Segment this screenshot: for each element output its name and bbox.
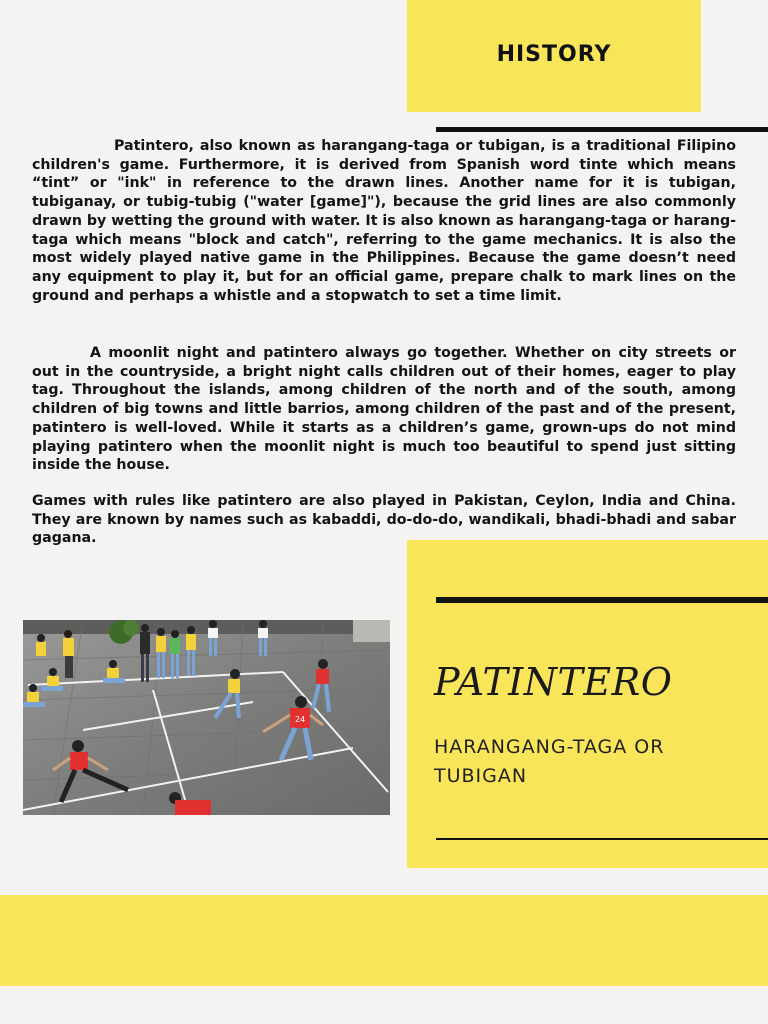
history-paragraph-2: A moonlit night and patintero always go together. Whether on city streets or out in the countryside, a bright night calls children out of their homes, eager to play tag. Throughout the islands, among children of the north and of the south, among children of big towns and little barrios, among children of the past and of the present, patintero is well-loved. While it starts as a children’s game, grown-ups do not mind playing patintero when the moonlit night is much too beautiful to spend just sitting inside the house.	[32, 345, 736, 474]
patintero-game-photo	[23, 620, 390, 815]
section-title: HISTORY	[496, 42, 612, 67]
feature-divider-top	[436, 597, 768, 603]
history-paragraph-3: Games with rules like patintero are also played in Pakistan, Ceylon, India and China. They are known by names such as kabaddi, do-do-do, wandikali, bhadi-bhadi and sabar gagana.	[32, 493, 736, 547]
feature-divider-bottom	[436, 838, 768, 840]
footer-band	[0, 895, 768, 986]
feature-panel	[407, 540, 768, 868]
divider-line	[436, 127, 768, 132]
history-paragraph-1: Patintero, also known as harangang-taga or tubigan, is a traditional Filipino children's game. Furthermore, it is derived from Spanish word tinte which means “tint” or "ink" in reference to the drawn lines. Another name for it is tubigan, tubiganay, or tubig-tubig ("water [game]"), because the grid lines are also commonly drawn by wetting the ground with water. It is also known as harangang-taga or harang-taga which means "block and catch", referring to the game mechanics. It is also the most widely played native game in the Philippines. Because the game doesn’t need any equipment to play it, but for an official game, prepare chalk to mark lines on the ground and perhaps a whistle and a stopwatch to set a time limit.	[32, 138, 736, 304]
feature-subtitle: HARANGANG-TAGA OR TUBIGAN	[434, 736, 665, 787]
svg-text:24: 24	[295, 715, 306, 724]
feature-title: PATINTERO	[434, 660, 673, 704]
